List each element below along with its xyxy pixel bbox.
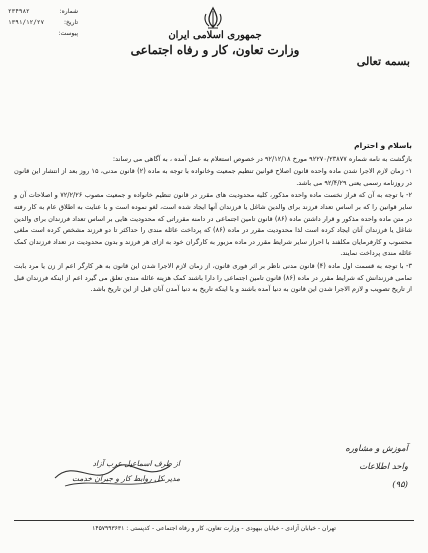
iran-emblem-icon (200, 6, 226, 30)
note-line-1: آموزش و مشاوره (345, 444, 408, 454)
salutation: باسلام و احترام (354, 141, 412, 150)
signatory-name: از طرف اسماعیل عرب آزاد (92, 459, 180, 468)
note-line-2: واحد اطلاعات (359, 462, 408, 472)
date-row (8, 17, 78, 28)
date-label: تاریخ: (64, 19, 78, 26)
number-label: شماره: (59, 8, 78, 15)
ministry-name: وزارت تعاون، کار و رفاه اجتماعی (130, 43, 300, 57)
date-value: ۱۳۹۱/۱۲/۲۷ (8, 19, 45, 26)
ministry-header (130, 30, 300, 57)
intro-paragraph: بازگشت به نامه شماره ۹۲۲۷۰/۲۳۸۷۷ مورخ ۹۲/۱۲/۱۸ در خصوص استعلام به عمل آمده ، به آگاهی می رساند: (112, 154, 412, 163)
country-name: جمهوری اسلامی ایران (168, 30, 262, 41)
attachment-label: پیوست: (58, 30, 78, 37)
footer-address: تهران - خیابان آزادی - خیابان بیهودی - وزارت تعاون، کار و رفاه اجتماعی - کدپستی : ۱۴۵۷۹۹۳۶۳۱ (92, 525, 336, 532)
note-line-3: (۹۵) (392, 480, 408, 490)
attachment-row (8, 28, 78, 39)
basmala: بسمه تعالی (356, 55, 410, 68)
letter-body (14, 140, 412, 297)
letter-meta (8, 6, 78, 39)
paragraph-3: ۳- با توجه به قسمت اول ماده (۴) قانون مدنی ناظر بر اثر فوری قانون، از زمان لازم الاجرا شدن این قانون به هر کارگر اعم از زن یا مرد بابت تمامی فرزندانش که شرایط مقرر در ماده (۸۶) قانون تامین اجتماعی را دارا باشند کمک هزینه عائله مندی تعلق می گیرد اعم از اینکه فرزندان قبل از تاریخ تصویب و لازم الاجرا شدن این قانون به دنیا آمده باشند و یا اینکه تاریخ به دنیا آمدن آنان قبل از این تاریخ باشد. (14, 261, 412, 294)
paragraph-1: ۱- زمان لازم الاجرا شدن ماده واحده قانون اصلاح قوانین تنظیم جمعیت وخانواده با توجه به ماده (۲) قانون مدنی، ۱۵ روز بعد از انتشار این قانون در روزنامه رسمی یعنی ۹۲/۴/۲۹ می باشد. (14, 167, 412, 187)
number-value: ۲۳۴۹۸۲ (8, 8, 30, 15)
handwritten-note (278, 440, 408, 494)
number-row (8, 6, 78, 17)
footer-divider (14, 520, 414, 521)
paragraph-2: ۲- با توجه به آن که فراز نخست ماده واحده مذکور، کلیه محدودیت های مقرر در قانون تنظیم خانواده و جمعیت مصوب ۷۲/۲/۲۶ و اصلاحات آن و سایر قوانین را که بر اساس تعداد فرزند برای والدین شاغل یا فرزندان آنها ایجاد شده است، لغو نموده است و با عنایت به اطلاق عام به کار رفته در متن ماده واحده مذکور و قرار داشتن ماده (۸۶) قانون تامین اجتماعی در دامنه مقرراتی که محدودیت هایی بر اساس تعداد فرزندان برای والدین شاغل یا فرزندان آنان ایجاد کرده است لذا محدودیت مقرر در ماده (۸۶) که پرداخت عائله مندی را حداکثر تا دو فرزند مشخص کرده است ملغی محسوب و کارفرمایان مکلفند با احراز سایر شرایط مقرر در ماده مزبور به کارگران خود به ازای هر فرزند و بدون محدودیت در تعداد فرزندان کمک عائله مندی پرداخت نمایند. (14, 191, 412, 258)
signatory-block (40, 456, 180, 486)
signatory-title: مدیر کل روابط کار و جبران خدمت (72, 474, 180, 483)
